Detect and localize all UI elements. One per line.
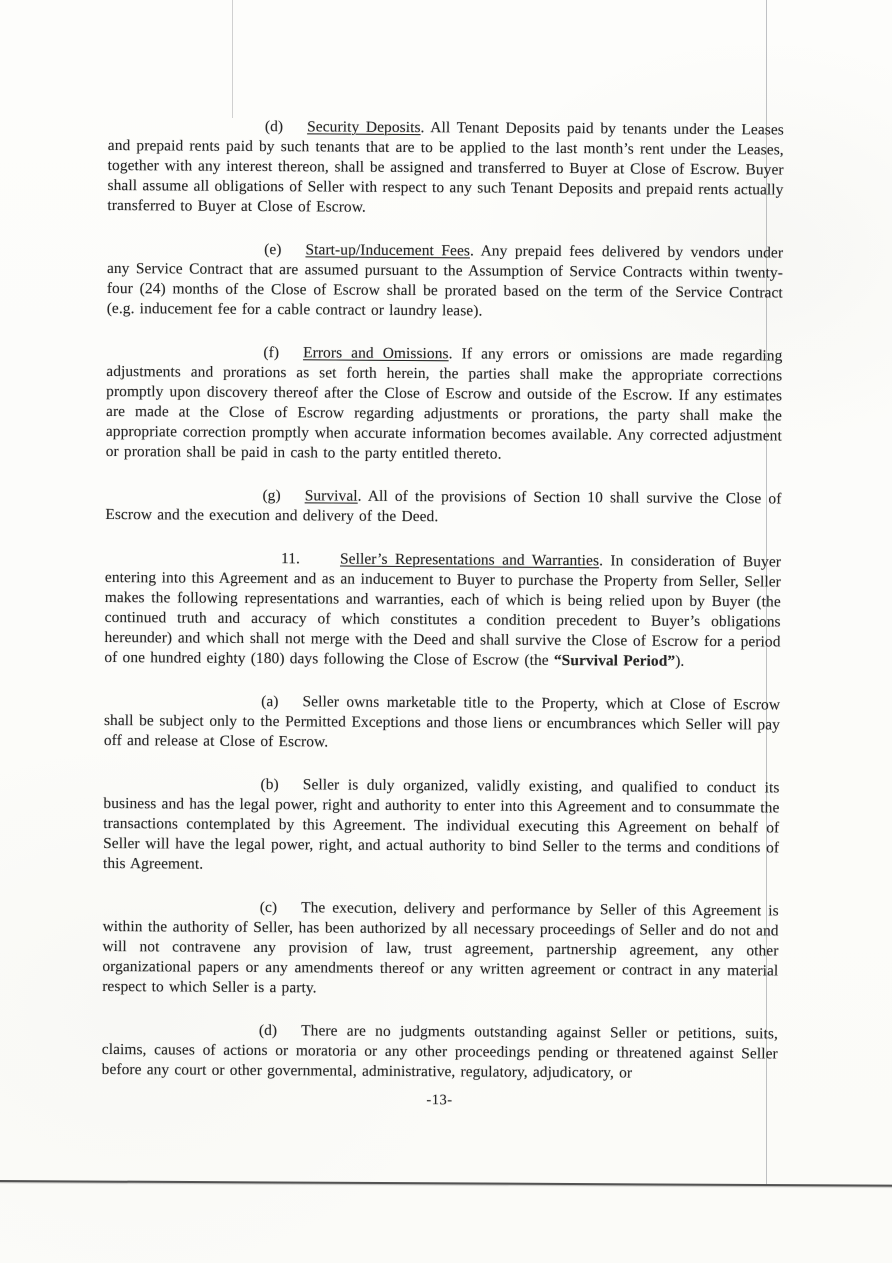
paragraph-body: There are no judgments outstanding against Seller or petitions, suits, claims, causes of actions or moratoria or any other proceedings pending or threatened against Seller before any court or other governmental, administrative, regulatory, adjudicatory, or (101, 1022, 778, 1082)
paragraph-body: Seller owns marketable title to the Property, which at Close of Escrow shall be subject only to the Permitted Exceptions and those liens or encumbrances which Seller will pay off and release at Close of Escrow. (103, 693, 781, 751)
section-body: In consideration of Buyer entering into this Agreement and as an inducement to Buyer to purchase the Property from Seller, Seller makes the following representations and warranties, each of which is being relied upon by Buyer (the continued truth and accuracy of which constitutes a condition precedent to Buyer’s obligations hereunder) and which shall not merge with the Deed and shall survive the Close of Escrow for a period of one hundred eighty (180) days following the Close of Escrow (the (104, 552, 782, 669)
page-number: -13- (426, 1092, 453, 1109)
subparagraph-a-marketable-title (104, 691, 780, 755)
heading-period: . (448, 345, 453, 363)
paragraph-heading: Survival (304, 487, 358, 505)
section-body-end: ). (675, 652, 685, 670)
paragraph-body: All Tenant Deposits paid by tenants under the Leases and prepaid rents paid by such tenants that are to be applied to the last month’s rent under the Leases, together with any interest thereon, shall be assigned and transferred to Buyer at Close of Escrow. Buyer shall assume all obligations of Seller with respect to any such Tenant Deposits and prepaid rents actually transferred to Buyer at Close of Escrow. (107, 119, 784, 216)
paragraph-label: (b) (260, 776, 279, 794)
subparagraph-d-no-judgments (102, 1020, 778, 1084)
paragraph-label: (a) (261, 693, 279, 711)
paragraph-label: (d) (258, 1022, 278, 1040)
subparagraph-c-execution-authority (102, 897, 779, 1001)
paragraph-heading: Security Deposits (307, 118, 421, 137)
survival-period-defined-term: “Survival Period” (553, 651, 676, 670)
paragraph-startup-inducement-fees (107, 239, 784, 323)
paragraph-body: All of the provisions of Section 10 shall survive the Close of Escrow and the execution and delivery of the Deed. (105, 487, 782, 526)
paragraph-survival (105, 485, 781, 529)
section-number: 11. (281, 550, 301, 568)
paragraph-heading: Start-up/Inducement Fees (305, 241, 471, 260)
paragraph-label: (g) (262, 487, 281, 505)
subparagraph-b-duly-organized (103, 774, 780, 878)
paragraph-body: Seller is duly organized, validly existing, and qualified to conduct its business and has the legal power, right and authority to enter into this Agreement and to consummate the transactions contemplated by this Agreement. The individual executing this Agreement on behalf of Seller will have the legal power, right, and actual authority to bind Seller to the terms and conditions of this Agreement. (102, 776, 780, 873)
paragraph-body: The execution, delivery and performance by Seller of this Agreement is within the authority of Seller, has been authorized by all necessary proceedings of Seller and do not and will not contravene any provision of law, trust agreement, partnership agreement, any other organizational papers or any amendments thereof or any written agreement or contract in any material respect to which Seller is a party. (102, 899, 779, 997)
scan-edge-bottom-line (0, 1180, 892, 1187)
heading-period: . (420, 119, 425, 137)
heading-period: . (357, 487, 362, 505)
heading-period: . (469, 242, 475, 260)
section-heading: Seller’s Representations and Warranties (339, 550, 600, 570)
paragraph-errors-and-omissions (106, 342, 783, 466)
paragraph-label: (c) (259, 899, 278, 917)
heading-period: . (599, 552, 604, 570)
paragraph-label: (e) (264, 241, 282, 259)
scan-crease-line (232, 0, 233, 118)
paragraph-body: Any prepaid fees delivered by vendors under any Service Contract that are assumed pursuant to the Assumption of Service Contracts within twenty-four (24) months of the Close of Escrow shall be prorated based on the term of the Service Contract (e.g. inducement fee for a cable contract or laundry lease). (106, 242, 784, 320)
section-11-sellers-representations-and-warranties (104, 548, 781, 672)
document-text-block (101, 116, 784, 1107)
paragraph-heading: Errors and Omissions (303, 344, 449, 363)
paragraph-label: (d) (264, 118, 284, 136)
paragraph-label: (f) (263, 344, 280, 362)
paragraph-security-deposits (107, 116, 784, 220)
paragraph-body: If any errors or omissions are made regarding adjustments and prorations as set forth herein, the parties shall make the appropriate corrections promptly upon discovery thereof after the Close of Escrow and outside of the Escrow. If any estimates are made at the Close of Escrow regarding adjustments or prorations, the party shall make the appropriate correction promptly when accurate information becomes available. Any corrected adjustment or proration shall be paid in cash to the party entitled thereto. (105, 345, 783, 463)
